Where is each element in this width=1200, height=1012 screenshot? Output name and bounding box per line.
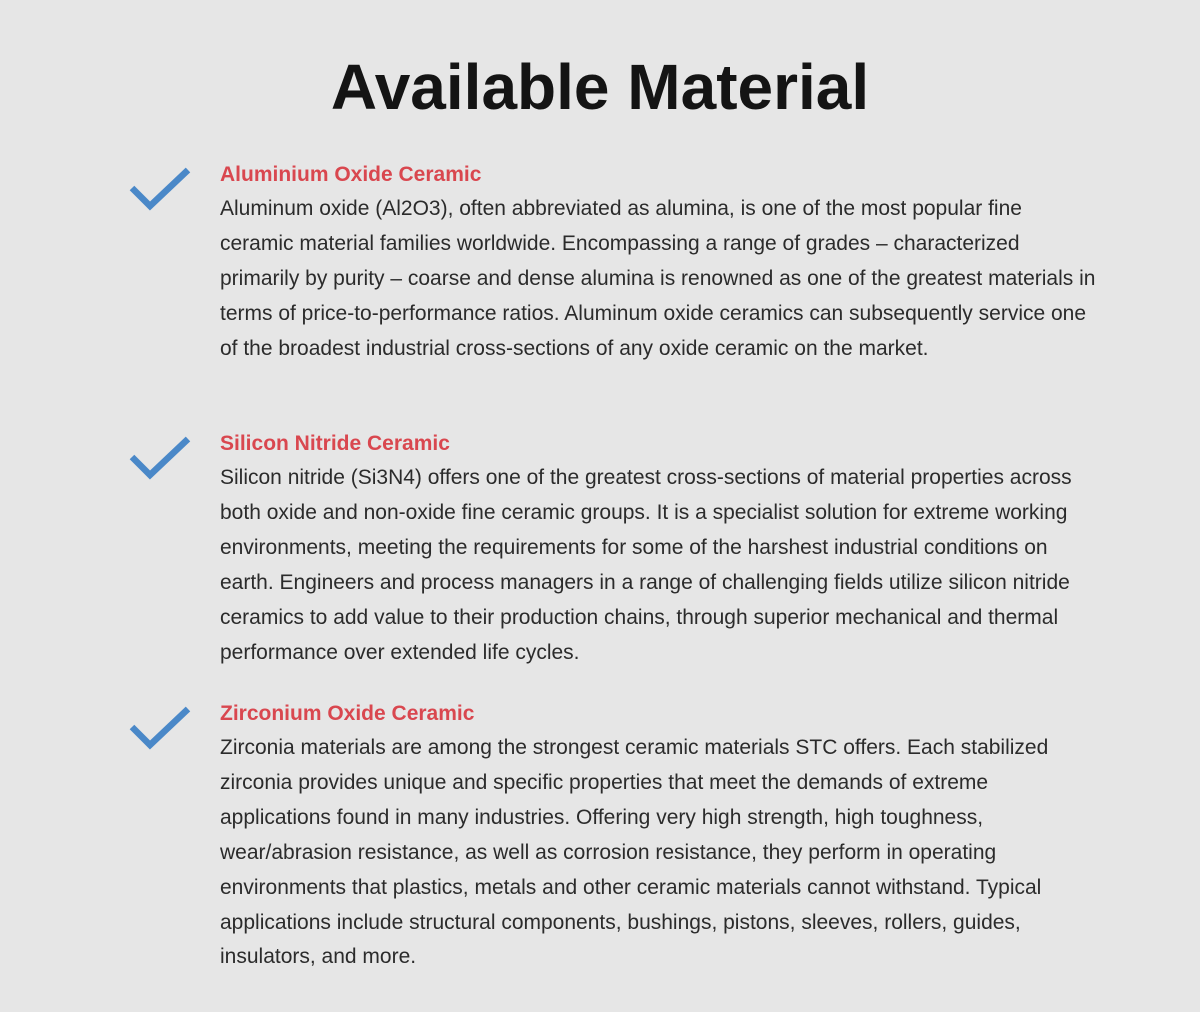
material-description: Aluminum oxide (Al2O3), often abbreviated as alumina, is one of the most popular fine ceramic material families worldwide. Encompassing a range of grades – characterized primarily by purity – coarse and dense alumina is renowned as one of the greatest materials in terms of price-to-performance ratios. Aluminum oxide ceramics can subsequently service one of the broadest industrial cross-sections of any oxide ceramic on the market. bbox=[220, 197, 1096, 360]
material-description: Silicon nitride (Si3N4) offers one of the greatest cross-sections of material properties across both oxide and non-oxide fine ceramic groups. It is a specialist solution for extreme working environments, meeting the requirements for some of the harshest industrial conditions on earth. Engineers and process managers in a range of challenging fields utilize silicon nitride ceramics to add value to their production chains, through superior mechanical and thermal performance over extended life cycles. bbox=[220, 466, 1072, 664]
material-title: Aluminium Oxide Ceramic bbox=[220, 163, 482, 186]
material-description: Zirconia materials are among the strongest ceramic materials STC offers. Each stabilized zirconia provides unique and specific properties that meet the demands of extreme applications found in many industries. Offering very high strength, high toughness, wear/abrasion resistance, as well as corrosion resistance, they perform in operating environments that plastics, metals and other ceramic materials cannot withstand. Typical applications include structural components, bushings, pistons, sleeves, rollers, guides, insulators, and more. bbox=[220, 736, 1049, 969]
material-title: Zirconium Oxide Ceramic bbox=[220, 702, 475, 725]
checkmark-icon bbox=[128, 703, 192, 753]
material-title: Silicon Nitride Ceramic bbox=[220, 432, 450, 455]
page-title: Available Material bbox=[330, 51, 870, 123]
checkmark-icon bbox=[128, 433, 192, 483]
checkmark-icon bbox=[128, 164, 192, 214]
